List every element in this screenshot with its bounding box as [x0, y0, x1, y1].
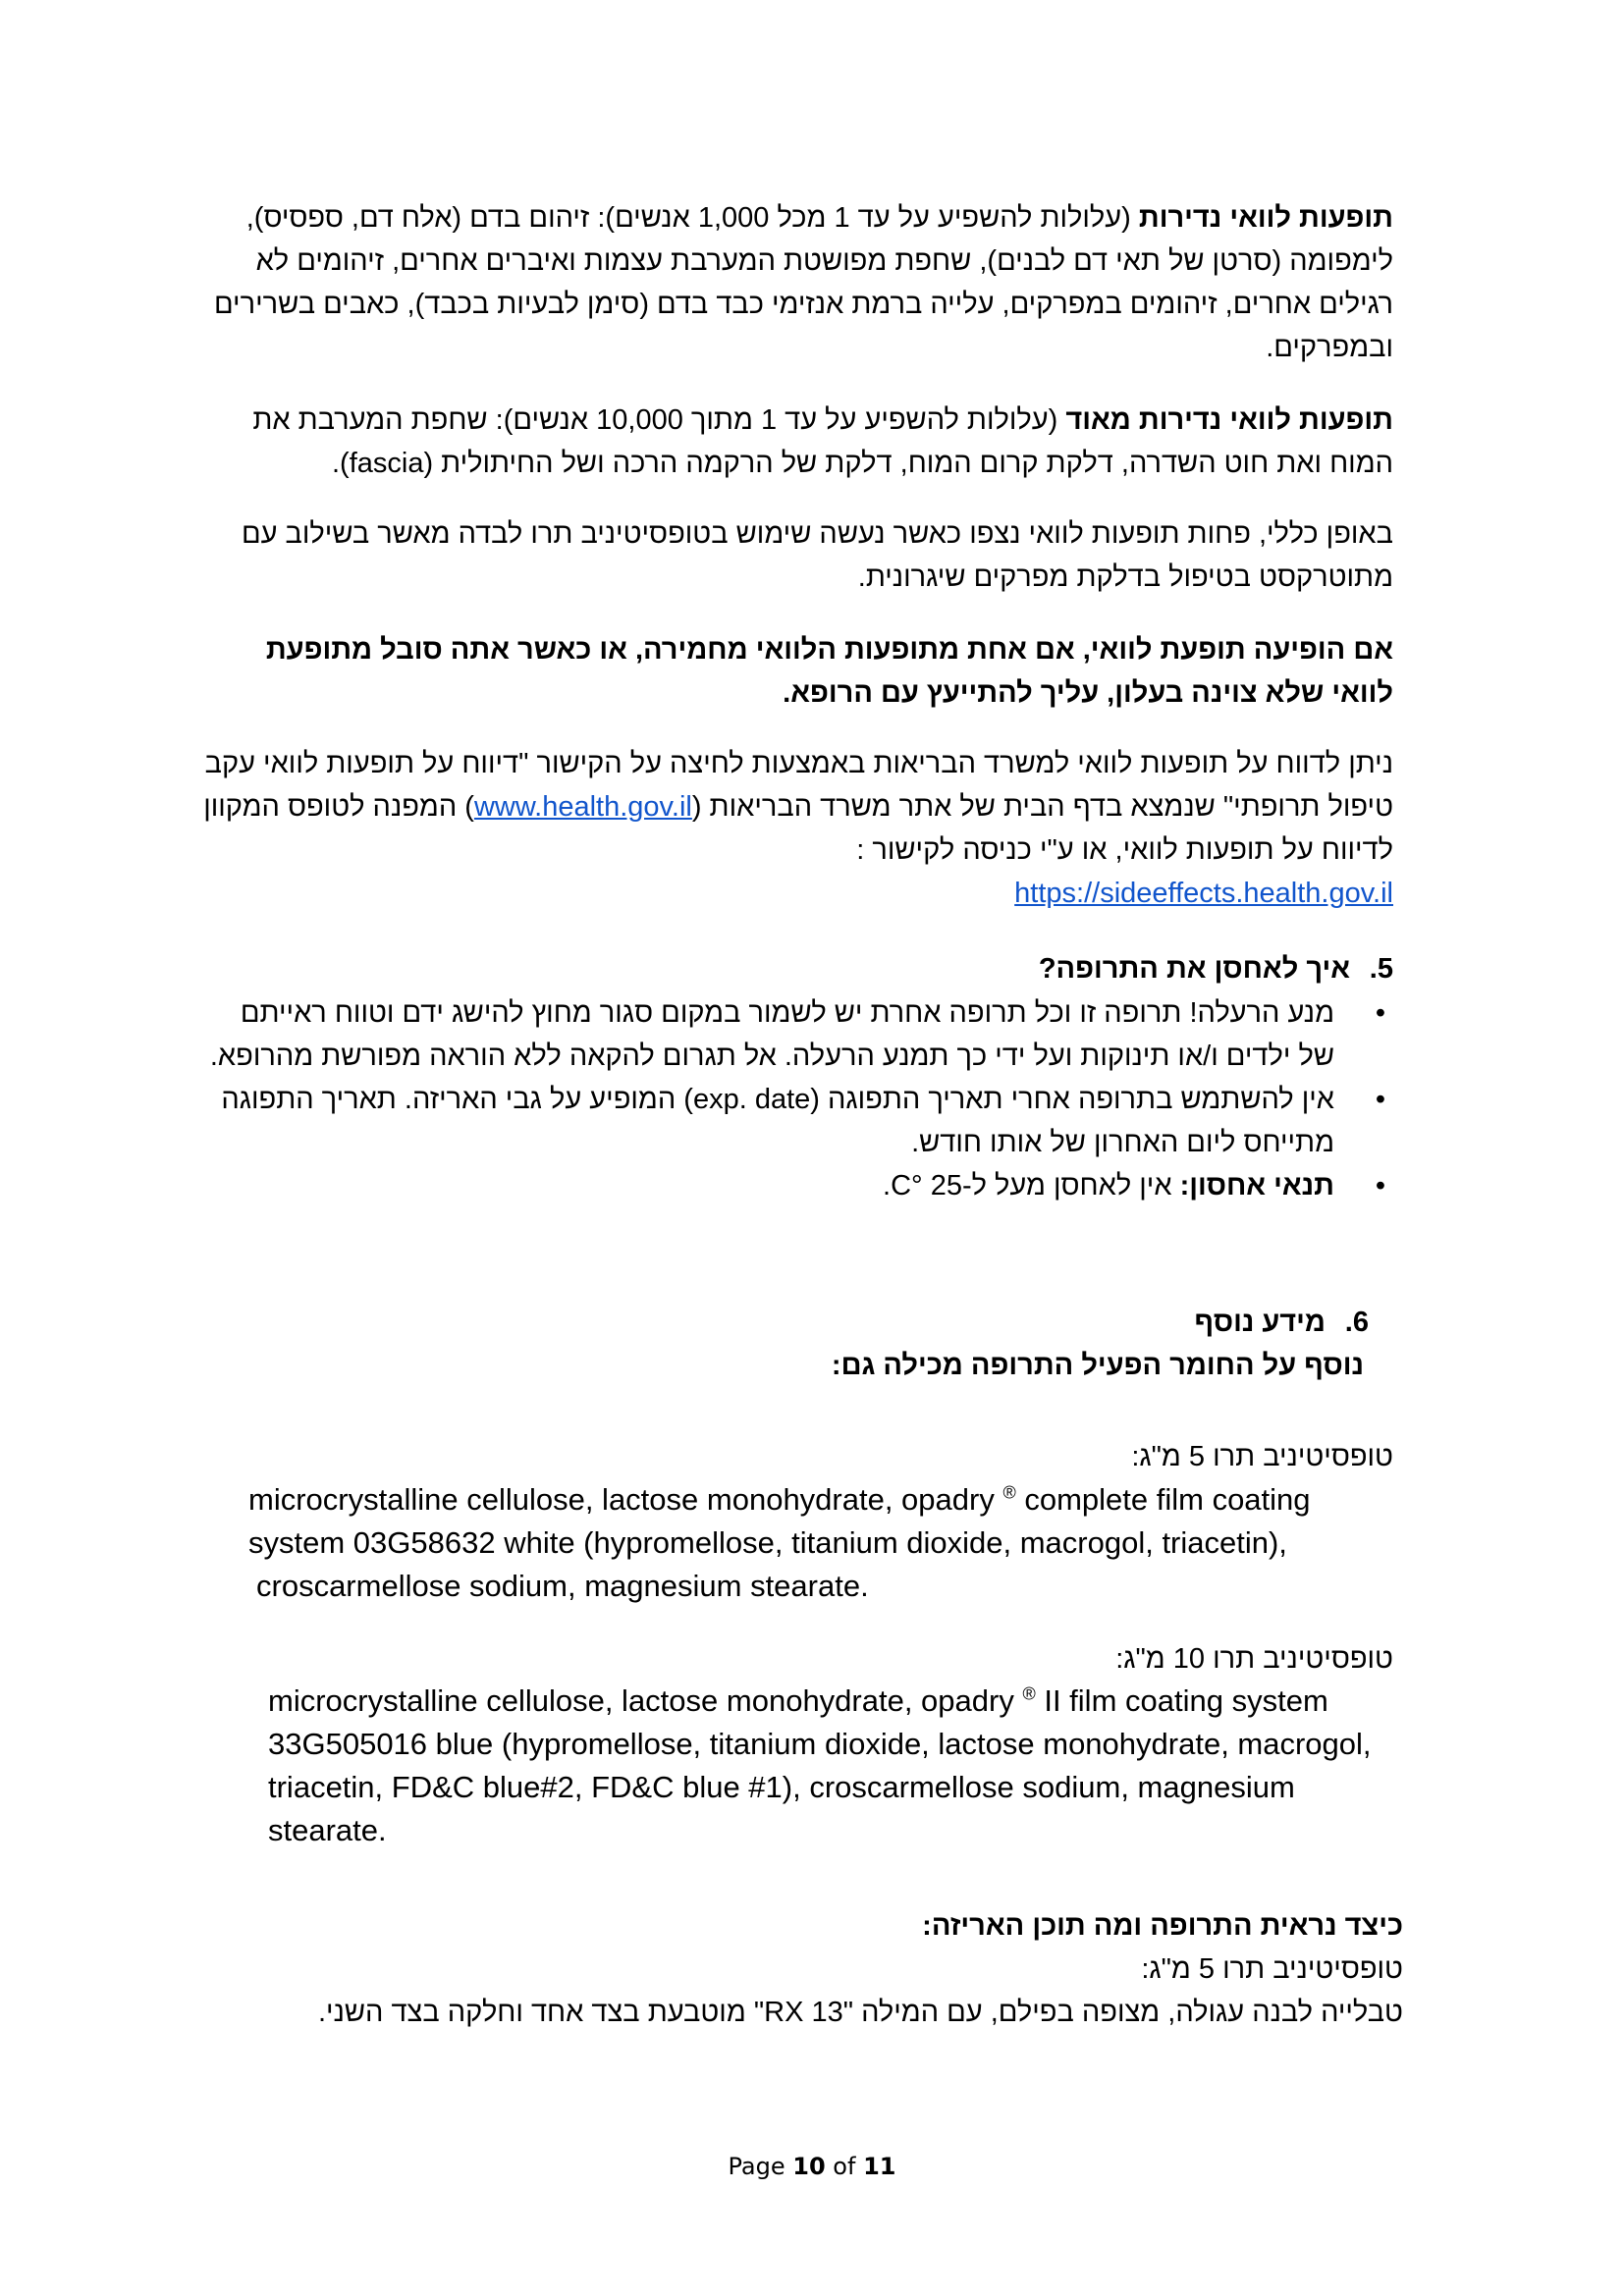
- general-paragraph: באופן כללי, פחות תופעות לוואי נצפו כאשר נעשה שימוש בטופסיטיניב תרו לבדה מאשר בשילוב עם מתוטרקסט בטיפול בדלקת מפרקים שיגרונית.: [241, 518, 1393, 593]
- storage-list: [200, 991, 1393, 1207]
- section-5-number: 5.: [1369, 953, 1393, 985]
- section-5-heading: [200, 947, 1393, 990]
- storage-conditions-text: אין לאחסן מעל ל-25 °C.: [883, 1170, 1180, 1201]
- rare-side-effects-paragraph: [200, 196, 1393, 369]
- rare-side-effects-text: (עלולות להשפיע על עד 1 מכל 1,000 אנשים): זיהום בדם (אלח דם, ספסיס), לימפומה (סרטן של תאי דם לבנים), שחפת מפושטת המערבת עצמות ואיברים אחרים, זיהומים לא רגילים אחרים, זיהומים במפרקים, עלייה ברמת אנזימי כבד בדם (סימן לבעיות בכבד), כאבים בשרירים ובמפרקים.: [213, 202, 1393, 363]
- footer-page-number: 10: [792, 2153, 826, 2180]
- registered-mark: ®: [1022, 1683, 1036, 1704]
- storage-conditions-label: תנאי אחסון:: [1179, 1170, 1334, 1201]
- storage-bullet-conditions: [200, 1164, 1393, 1207]
- section-5-title: איך לאחסן את התרופה?: [1038, 953, 1350, 985]
- dose-5mg-line-1: microcrystalline cellulose, lactose monohydrate, opadry ® complete film coating: [248, 1482, 1311, 1517]
- footer-page-total: 11: [863, 2153, 896, 2180]
- dose-10mg-line-1: microcrystalline cellulose, lactose monohydrate, opadry ® II film coating system: [268, 1683, 1328, 1718]
- dose-10mg-label: טופסיטיניב תרו 10 מ"ג:: [1115, 1643, 1393, 1675]
- dose-10mg-line-3: triacetin, FD&C blue#2, FD&C blue #1), croscarmellose sodium, magnesium: [268, 1770, 1295, 1804]
- report-text-1: ניתן לדווח על תופעות לוואי למשרד הבריאות באמצעות לחיצה על הקישור "דיווח על תופעות לוואי עקב טיפול תרופתי" שנמצא בדף הבית של אתר משרד הבריאות (: [204, 748, 1393, 823]
- side-effects-report-link[interactable]: https://sideeffects.health.gov.il: [1014, 878, 1393, 909]
- appearance-label: טופסיטיניב תרו 5 מ"ג:: [1141, 1953, 1403, 1985]
- dose-10mg-ingredients: [268, 1680, 1486, 1852]
- dose-5mg-line-2: system 03G58632 white (hypromellose, titanium dioxide, macrogol, triacetin),: [248, 1525, 1287, 1560]
- very-rare-side-effects-title: תופעות לוואי נדירות מאוד: [1065, 404, 1393, 436]
- report-paragraph: [200, 742, 1393, 915]
- dose-5mg-label: טופסיטיניב תרו 5 מ"ג:: [1131, 1441, 1393, 1472]
- very-rare-side-effects-paragraph: [200, 399, 1393, 485]
- footer-of-word: of: [833, 2153, 856, 2180]
- report-text-2: ) המפנה לטופס המקוון לדיווח על תופעות לוואי, או ע"י כניסה לקישור :: [203, 791, 1393, 866]
- registered-mark: ®: [1002, 1482, 1016, 1503]
- section-6-title: מידע נוסף: [1194, 1307, 1326, 1338]
- section-6-number: 6.: [1344, 1307, 1369, 1338]
- rare-side-effects-title: תופעות לוואי נדירות: [1138, 202, 1393, 234]
- health-ministry-link[interactable]: www.health.gov.il: [473, 791, 692, 823]
- storage-bullet-expiry: • אין להשתמש בתרופה אחרי תאריך התפוגה (exp. date) המופיע על גבי האריזה. תאריך התפוגה מתייחס ליום האחרון של אותו חודש.: [200, 1078, 1393, 1164]
- dose-10mg-line-2: 33G505016 blue (hypromellose, titanium dioxide, lactose monohydrate, macrogol,: [268, 1727, 1372, 1761]
- page-footer: [0, 2153, 1624, 2180]
- consult-doctor-warning: אם הופיעה תופעת לוואי, אם אחת מתופעות הלוואי מחמירה, או כאשר אתה סובל מתופעת לוואי שלא צוינה בעלון, עליך להתייעץ עם הרופא.: [265, 634, 1393, 709]
- dose-5mg-ingredients: [248, 1478, 1427, 1608]
- appearance-text: טבלייה לבנה עגולה, מצופה בפילם, עם המילה "RX 13" מוטבעת בצד אחד וחלקה בצד השני.: [317, 1997, 1403, 2028]
- very-rare-side-effects-text: (עלולות להשפיע על עד 1 מתוך 10,000 אנשים): שחפת המערבת את המוח ואת חוט השדרה, דלקת קרום המוח, דלקת של הרקמה הרכה ושל החיתולית (fascia).: [252, 404, 1393, 479]
- appearance-title: כיצד נראית התרופה ומה תוכן האריזה:: [922, 1910, 1403, 1942]
- footer-page-word: Page: [728, 2153, 785, 2180]
- storage-bullet-poisoning: • מנע הרעלה! תרופה זו וכל תרופה אחרת יש לשמור במקום סגור מחוץ להישג ידם וטווח ראייתם של ילדים ו/או תינוקות ועל ידי כך תמנע הרעלה. אל תגרום להקאה ללא הוראה מפורשת מהרופא.: [200, 991, 1393, 1078]
- section-6-heading: [176, 1301, 1369, 1344]
- dose-5mg-line-3: croscarmellose sodium, magnesium stearate.: [256, 1569, 869, 1603]
- inactive-ingredients-subtitle: נוסף על החומר הפעיל התרופה מכילה גם:: [831, 1350, 1364, 1381]
- dose-10mg-line-4: stearate.: [268, 1813, 387, 1847]
